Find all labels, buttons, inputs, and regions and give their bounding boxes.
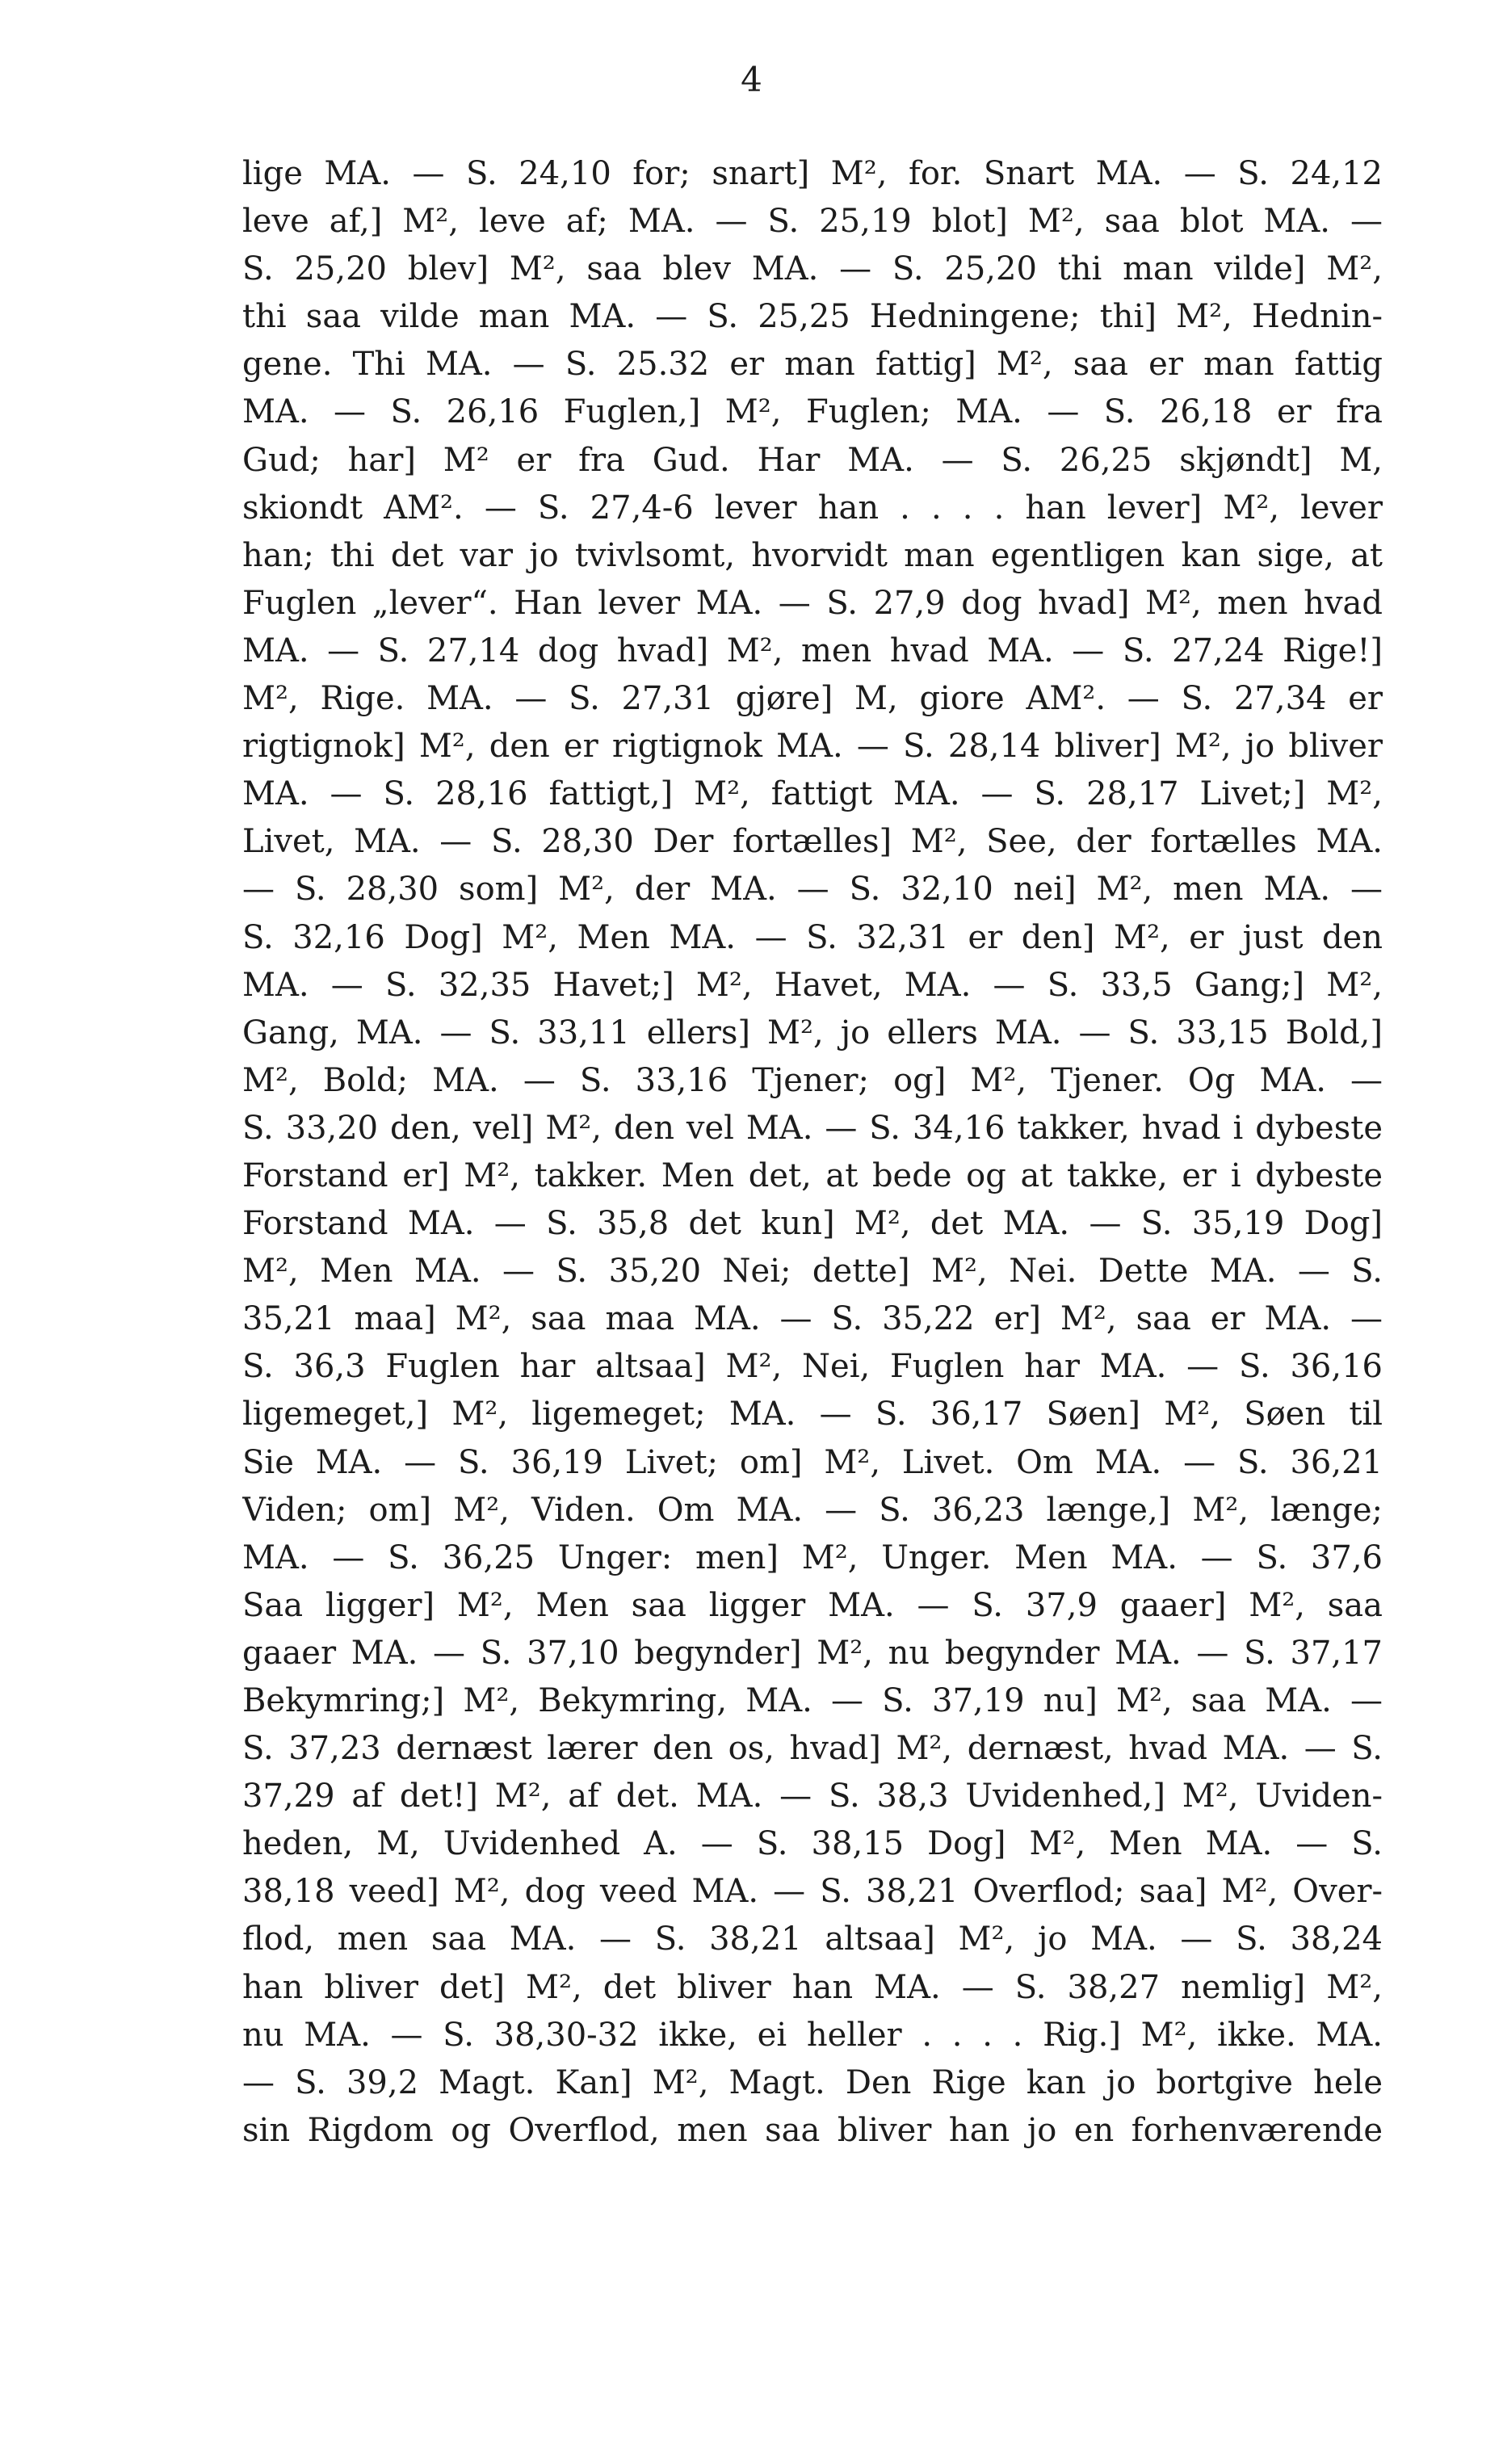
text-line: Livet, MA. — S. 28,30 Der fortælles] M², See, der fortælles MA. — [242, 823, 1383, 861]
text-line: S. 25,20 blev] M², saa blev MA. — S. 25,20 thi man vilde] M², — [242, 250, 1383, 288]
text-line: MA. — S. 28,16 fattigt,] M², fattigt MA. — S. 28,17 Livet;] M², — [242, 775, 1383, 813]
text-line: gaaer MA. — S. 37,10 begynder] M², nu begynder MA. — S. 37,17 — [242, 1634, 1383, 1672]
text-line: thi saa vilde man MA. — S. 25,25 Hedningene; thi] M², Hednin- — [242, 298, 1383, 336]
text-line: skiondt AM². — S. 27,4-6 lever han . . . . han lever] M², lever — [242, 489, 1383, 527]
text-line: Fuglen „lever“. Han lever MA. — S. 27,9 dog hvad] M², men hvad — [242, 584, 1383, 622]
text-line: 35,21 maa] M², saa maa MA. — S. 35,22 er] M², saa er MA. — — [242, 1300, 1383, 1338]
text-line: ligemeget,] M², ligemeget; MA. — S. 36,17 Søen] M², Søen til — [242, 1396, 1383, 1433]
text-line: M², Rige. MA. — S. 27,31 gjøre] M, giore AM². — S. 27,34 er — [242, 680, 1383, 718]
text-line: sin Rigdom og Overflod, men saa bliver han jo en forhenværende — [242, 2111, 1383, 2149]
text-line: Viden; om] M², Viden. Om MA. — S. 36,23 længe,] M², længe; — [242, 1491, 1383, 1529]
text-line: S. 33,20 den, vel] M², den vel MA. — S. 34,16 takker, hvad i dybeste — [242, 1109, 1383, 1147]
text-line: heden, M, Uvidenhed A. — S. 38,15 Dog] M², Men MA. — S. — [242, 1825, 1383, 1863]
text-line: S. 36,3 Fuglen har altsaa] M², Nei, Fuglen har MA. — S. 36,16 — [242, 1348, 1383, 1386]
text-line: MA. — S. 26,16 Fuglen,] M², Fuglen; MA. — S. 26,18 er fra — [242, 393, 1383, 431]
text-line: 37,29 af det!] M², af det. MA. — S. 38,3 Uvidenhed,] M², Uviden- — [242, 1778, 1383, 1815]
text-line: — S. 39,2 Magt. Kan] M², Magt. Den Rige kan jo bortgive hele — [242, 2063, 1383, 2101]
text-line: MA. — S. 32,35 Havet;] M², Havet, MA. — S. 33,5 Gang;] M², — [242, 966, 1383, 1004]
text-line: S. 32,16 Dog] M², Men MA. — S. 32,31 er den] M², er just den — [242, 918, 1383, 956]
text-line: nu MA. — S. 38,30-32 ikke, ei heller . . . . Rig.] M², ikke. MA. — [242, 2016, 1383, 2054]
text-line: MA. — S. 27,14 dog hvad] M², men hvad MA. — S. 27,24 Rige!] — [242, 632, 1383, 670]
text-line: leve af,] M², leve af; MA. — S. 25,19 blot] M², saa blot MA. — — [242, 203, 1383, 241]
text-line: flod, men saa MA. — S. 38,21 altsaa] M², jo MA. — S. 38,24 — [242, 1920, 1383, 1958]
text-line: rigtignok] M², den er rigtignok MA. — S. 28,14 bliver] M², jo bliver — [242, 728, 1383, 766]
text-line: lige MA. — S. 24,10 for; snart] M², for. Snart MA. — S. 24,12 — [242, 155, 1383, 192]
text-line: Saa ligger] M², Men saa ligger MA. — S. 37,9 gaaer] M², saa — [242, 1586, 1383, 1624]
page-number: 4 — [741, 60, 762, 99]
text-line: han bliver det] M², det bliver han MA. — S. 38,27 nemlig] M², — [242, 1968, 1383, 2006]
text-line: Forstand MA. — S. 35,8 det kun] M², det MA. — S. 35,19 Dog] — [242, 1205, 1383, 1243]
text-line: han; thi det var jo tvivlsomt, hvorvidt man egentligen kan sige, at — [242, 536, 1383, 574]
text-line: Forstand er] M², takker. Men det, at bede og at takke, er i dybeste — [242, 1156, 1383, 1194]
text-line: 38,18 veed] M², dog veed MA. — S. 38,21 Overflod; saa] M², Over- — [242, 1873, 1383, 1911]
text-line: M², Bold; MA. — S. 33,16 Tjener; og] M², Tjener. Og MA. — — [242, 1061, 1383, 1099]
text-block — [242, 150, 1383, 2155]
text-line: — S. 28,30 som] M², der MA. — S. 32,10 nei] M², men MA. — — [242, 871, 1383, 909]
text-line: Bekymring;] M², Bekymring, MA. — S. 37,19 nu] M², saa MA. — — [242, 1682, 1383, 1719]
text-line: S. 37,23 dernæst lærer den os, hvad] M², dernæst, hvad MA. — S. — [242, 1730, 1383, 1768]
text-line: gene. Thi MA. — S. 25.32 er man fattig] M², saa er man fattig — [242, 346, 1383, 384]
text-line: MA. — S. 36,25 Unger: men] M², Unger. Men MA. — S. 37,6 — [242, 1538, 1383, 1576]
text-line: Sie MA. — S. 36,19 Livet; om] M², Livet. Om MA. — S. 36,21 — [242, 1443, 1383, 1481]
text-line: Gud; har] M² er fra Gud. Har MA. — S. 26,25 skjøndt] M, — [242, 441, 1383, 479]
text-line: M², Men MA. — S. 35,20 Nei; dette] M², Nei. Dette MA. — S. — [242, 1253, 1383, 1291]
text-line: Gang, MA. — S. 33,11 ellers] M², jo ellers MA. — S. 33,15 Bold,] — [242, 1014, 1383, 1052]
